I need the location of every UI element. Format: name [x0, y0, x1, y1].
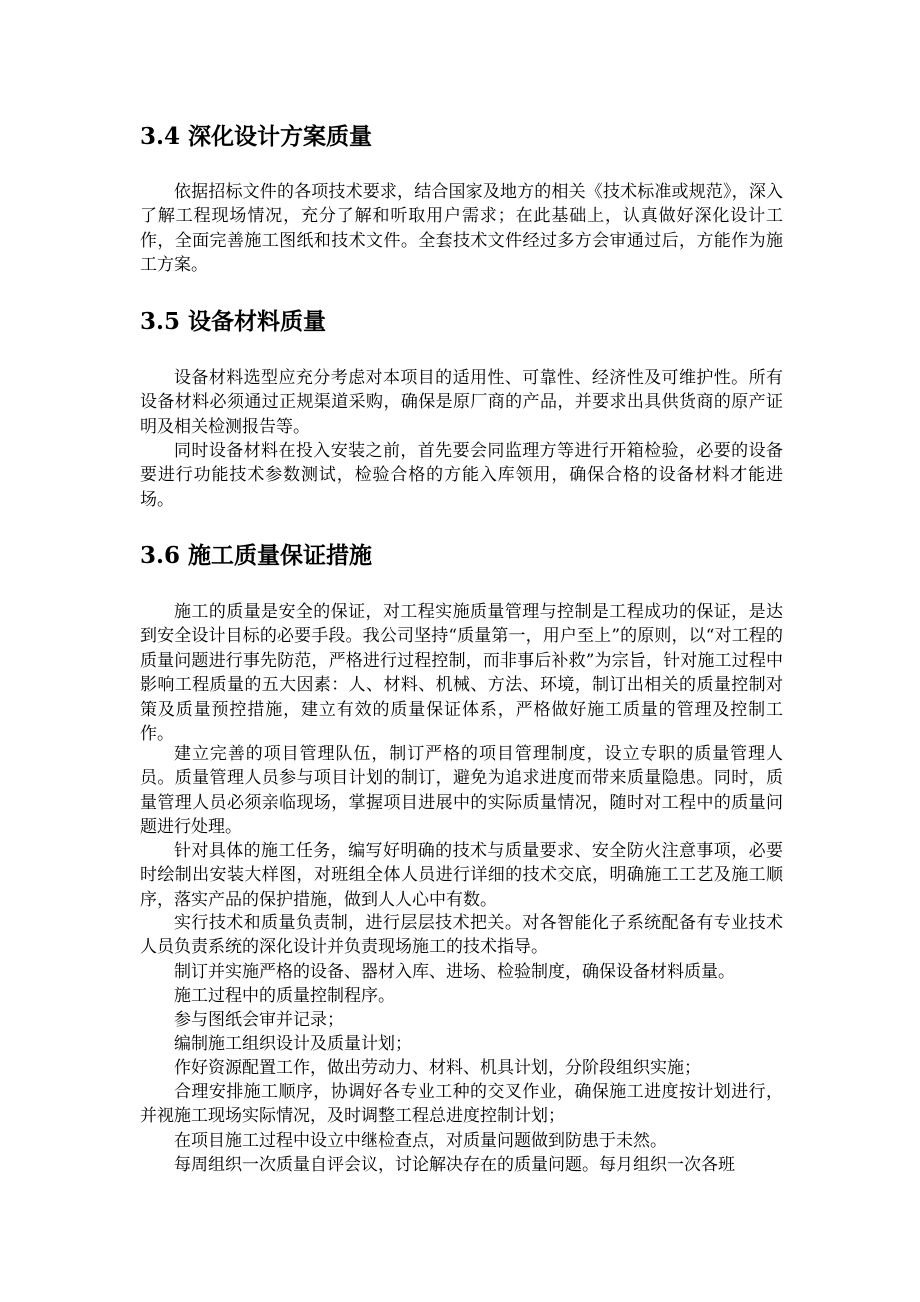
section-heading-3-5: 3.5 设备材料质量	[140, 308, 327, 335]
paragraph: 施工过程中的质量控制程序。	[174, 986, 395, 1006]
paragraph: 施工的质量是安全的保证，对工程实施质量管理与控制是工程成功的保证，是达到安全设计目标的必要手段。我公司坚持“质量第一，用户至上”的原则，以“对工程的质量问题进行事先防范，严格进行过程控制，而非事后补救”为宗旨，针对施工过程中影响工程质量的五大因素：人、材料、机械、方法、环境，制订出相关的质量控制对策及质量预控措施，建立有效的质量保证体系，严格做好施工质量的管理及控制工作。	[140, 602, 783, 745]
paragraph: 在项目施工过程中设立中继检查点，对质量问题做到防患于未然。	[174, 1131, 667, 1151]
section-heading-3-4: 3.4 深化设计方案质量	[140, 123, 373, 150]
paragraph: 制订并实施严格的设备、器材入库、进场、检验制度，确保设备材料质量。	[174, 962, 735, 982]
paragraph: 编制施工组织设计及质量计划；	[174, 1034, 412, 1054]
paragraph: 依据招标文件的各项技术要求，结合国家及地方的相关《技术标准或规范》，深入了解工程现场情况，充分了解和听取用户需求；在此基础上，认真做好深化设计工作，全面完善施工图纸和技术文件。全套技术文件经过多方会审通过后，方能作为施工方案。	[140, 182, 783, 276]
paragraph: 同时设备材料在投入安装之前，首先要会同监理方等进行开箱检验，必要的设备要进行功能技术参数测试，检验合格的方能入库领用，确保合格的设备材料才能进场。	[140, 441, 783, 510]
paragraph: 每周组织一次质量自评会议，讨论解决存在的质量问题。每月组织一次各班	[174, 1155, 735, 1175]
paragraph: 合理安排施工顺序，协调好各专业工种的交叉作业，确保施工进度按计划进行，并视施工现场实际情况，及时调整工程总进度控制计划；	[140, 1082, 783, 1127]
paragraph: 参与图纸会审并记录；	[174, 1010, 344, 1030]
section-heading-3-6: 3.6 施工质量保证措施	[140, 542, 373, 569]
paragraph: 设备材料选型应充分考虑对本项目的适用性、可靠性、经济性及可维护性。所有设备材料必须通过正规渠道采购，确保是原厂商的产品，并要求出具供货商的原产证明及相关检测报告等。	[140, 368, 783, 437]
paragraph: 建立完善的项目管理队伍，制订严格的项目管理制度，设立专职的质量管理人员。质量管理人员参与项目计划的制订，避免为追求进度而带来质量隐患。同时，质量管理人员必须亲临现场，掌握项目进展中的实际质量情况，随时对工程中的质量问题进行处理。	[140, 744, 783, 838]
paragraph: 作好资源配置工作，做出劳动力、材料、机具计划，分阶段组织实施；	[174, 1058, 701, 1078]
paragraph: 实行技术和质量负责制，进行层层技术把关。对各智能化子系统配备有专业技术人员负责系统的深化设计并负责现场施工的技术指导。	[140, 913, 783, 958]
paragraph: 针对具体的施工任务，编写好明确的技术与质量要求、安全防火注意事项，必要时绘制出安装大样图，对班组全体人员进行详细的技术交底，明确施工工艺及施工顺序，落实产品的保护措施，做到人人心中有数。	[140, 841, 783, 910]
